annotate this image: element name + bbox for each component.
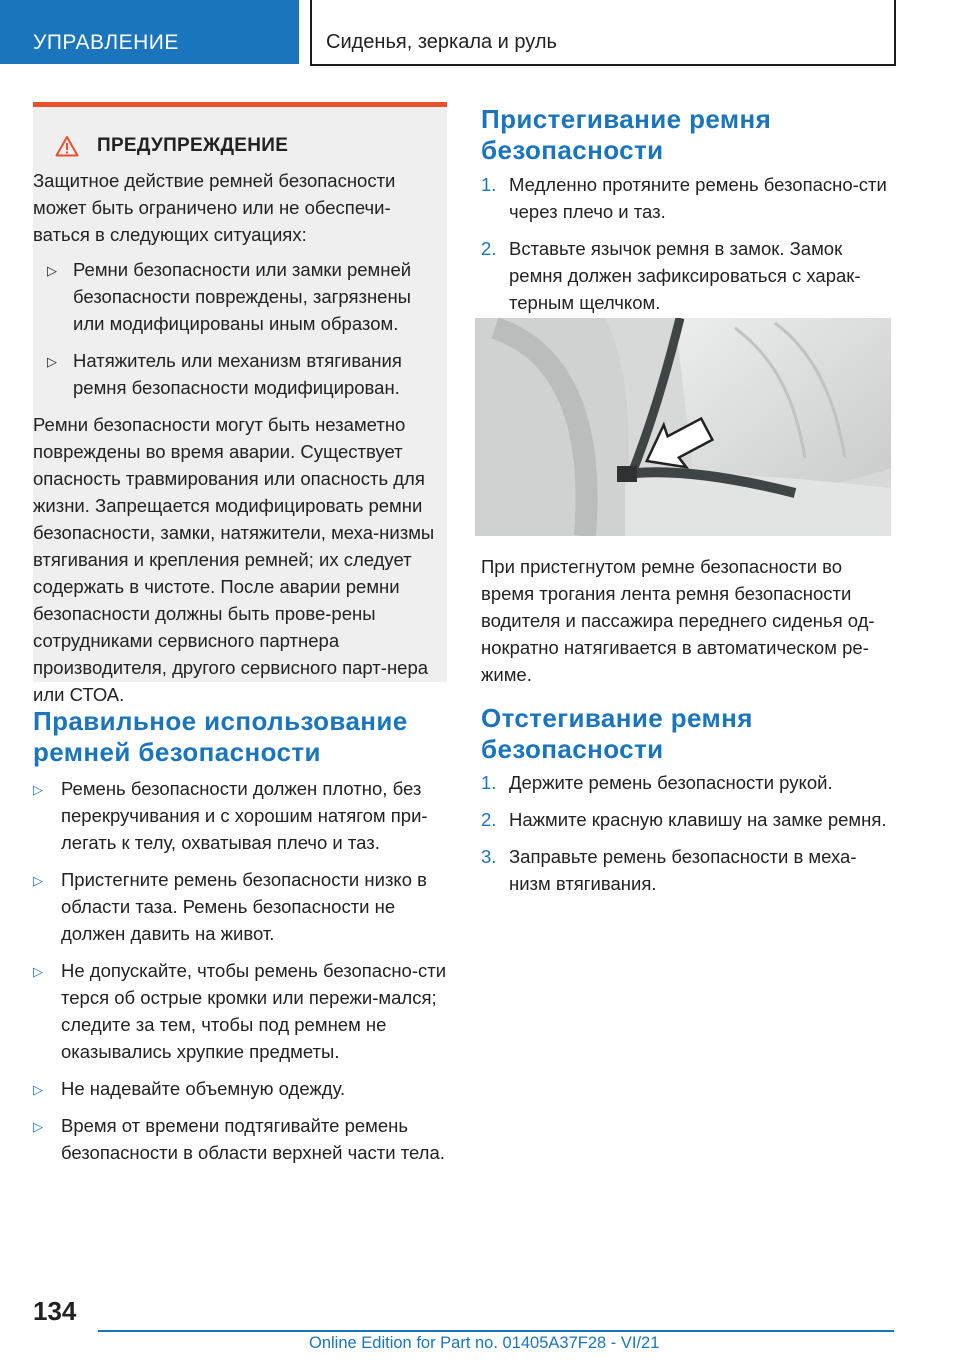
triangle-bullet-icon: ▷ (33, 782, 43, 797)
warning-list-item: ▷ Натяжитель или механизм втягивания ремня безопасности модифицирован. (47, 350, 402, 398)
unfastening-steps (481, 769, 891, 907)
warning-intro: Защитное действие ремней безопасности может быть ограничено или не обеспечи-ваться в следующих ситуациях: (33, 170, 396, 245)
section-tab[interactable]: УПРАВЛЕНИЕ (0, 0, 299, 64)
page-number: 134 (33, 1296, 77, 1326)
warning-outro: Ремни безопасности могут быть незаметно повреждены во время аварии. Существует опасность травмирования или опасность для жизни. Запрещается модифицировать ремни безопасности, замки, натяжители, меха-низмы втягивания и крепления ремней; их следует содержать в чистоте. После аварии ремни безопасности должны быть прове-рены сотрудниками сервисного партнера производителя, другого сервисного парт-нера или СТОА. (33, 414, 435, 705)
triangle-bullet-icon: ▷ (33, 1082, 43, 1097)
list-item: 2. Вставьте язычок ремня в замок. Замок ремня должен зафиксироваться с харак-терным щелчком. (481, 238, 861, 313)
chapter-title: Сиденья, зеркала и руль (310, 0, 896, 66)
triangle-bullet-icon: ▷ (47, 263, 57, 278)
warning-triangle-icon (55, 135, 79, 157)
footer-edition: Online Edition for Part no. 01405A37F28 - VI/21 (309, 1334, 660, 1352)
correct-use-list (33, 775, 449, 1176)
warning-list-item: ▷ Ремни безопасности или замки ремней безопасности повреждены, загрязнены или модифицированы иным образом. (47, 259, 412, 334)
warning-header (55, 133, 437, 159)
seat-photo-drawing (475, 318, 891, 536)
list-item: 2. Нажмите красную клавишу на замке ремня. (481, 809, 887, 830)
list-item: ▷ Не допускайте, чтобы ремень безопасно-сти терся об острые кромки или пережи-мался; следите за тем, чтобы под ремнем не оказывались хрупкие предметы. (33, 960, 447, 1062)
fastening-steps (481, 171, 891, 326)
triangle-bullet-icon: ▷ (33, 964, 43, 979)
fastening-paragraph: При пристегнутом ремне безопасности во время трогания лента ремня безопасности водителя и пассажира переднего сиденья од-нократно натягивается в автоматическом ре-жиме. (481, 556, 875, 685)
list-item: 1. Держите ремень безопасности рукой. (481, 772, 833, 793)
triangle-bullet-icon: ▷ (33, 1119, 43, 1134)
list-item: 1. Медленно протяните ремень безопасно-сти через плечо и таз. (481, 174, 887, 222)
list-item: ▷ Время от времени подтягивайте ремень безопасности в области верхней части тела. (33, 1115, 445, 1163)
warning-title: ПРЕДУПРЕЖДЕНИЕ (97, 135, 289, 156)
list-item: ▷ Пристегните ремень безопасности низко в области таза. Ремень безопасности не должен давить на живот. (33, 869, 427, 944)
list-item: ▷ Не надевайте объемную одежду. (33, 1075, 449, 1102)
correct-use-heading: Правильное использование ремней безопасности (33, 706, 408, 767)
footer-divider (98, 1330, 894, 1332)
triangle-bullet-icon: ▷ (33, 873, 43, 888)
unfastening-heading: Отстегивание ремня безопасности (481, 703, 753, 764)
list-item: 3. Заправьте ремень безопасности в меха-низм втягивания. (481, 846, 857, 894)
seatbelt-buckle-illustration (475, 318, 891, 536)
warning-list (33, 256, 437, 401)
warning-box (33, 102, 447, 705)
fastening-heading: Пристегивание ремня безопасности (481, 104, 772, 165)
list-item: ▷ Ремень безопасности должен плотно, без перекручивания и с хорошим натягом при-легать к телу, охватывая плечо и таз. (33, 778, 428, 853)
triangle-bullet-icon: ▷ (47, 354, 57, 369)
